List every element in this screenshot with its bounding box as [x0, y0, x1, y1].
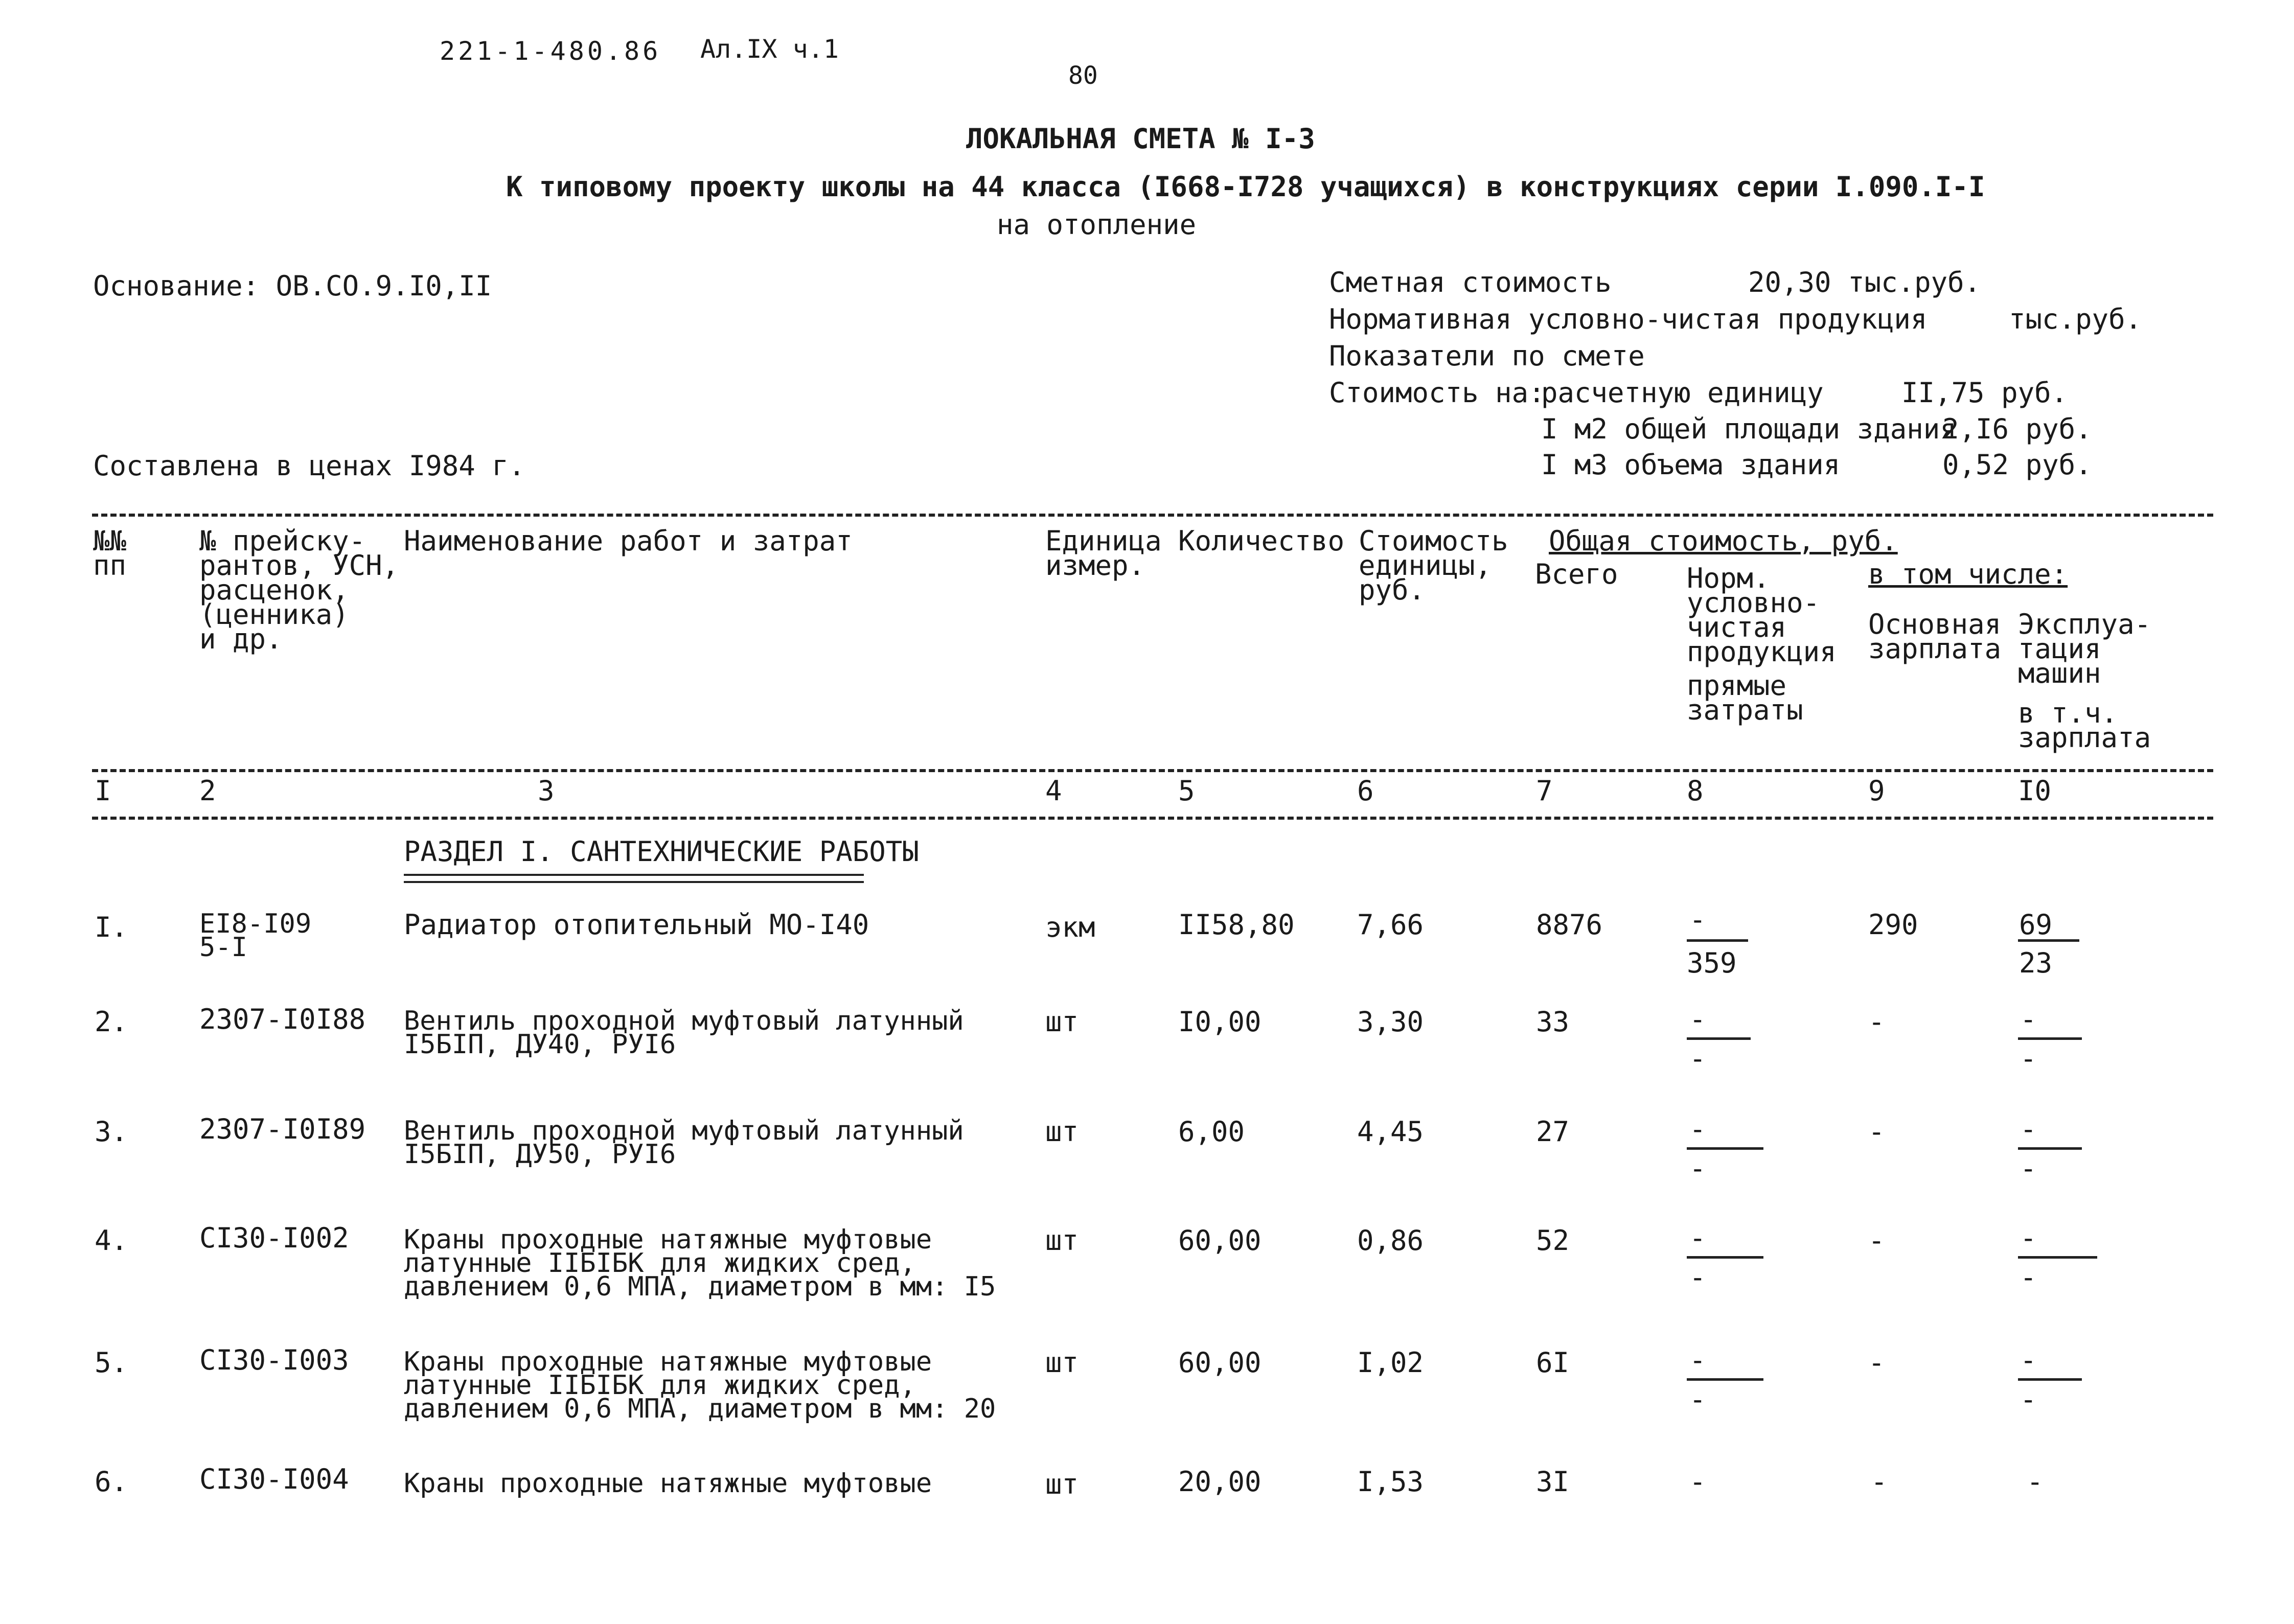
col-header-pricelist: № прейску- рантов, УСН, расценок, (ценника) и др.	[199, 525, 399, 655]
row-code: ЕI8-I09 5-I	[199, 909, 312, 963]
summary-m2-value: 2,I6 руб.	[1942, 413, 2092, 445]
row-norm-top: -	[1689, 1003, 1706, 1035]
col-number-3: 3	[538, 775, 555, 807]
row-unit: шт	[1045, 1116, 1079, 1148]
row-quantity: II58,80	[1178, 909, 1295, 941]
row-unit: шт	[1045, 1224, 1079, 1257]
row-number: 4.	[95, 1224, 128, 1257]
row-machines: -	[2027, 1466, 2044, 1498]
col-number-1: I	[95, 775, 111, 807]
row-machines-bottom: 23	[2019, 947, 2053, 979]
row-number: 6.	[95, 1466, 128, 1498]
col-header-base-salary: Основная зарплата	[1868, 608, 2002, 665]
fraction-line	[2018, 1256, 2097, 1259]
fraction-line	[1687, 1378, 1763, 1381]
summary-cost-value: 20,30 тыс.руб.	[1748, 266, 1981, 298]
row-machines-top: -	[2020, 1222, 2037, 1254]
col-header-direct-costs: прямые затраты	[1687, 669, 1803, 726]
row-unit: экм	[1045, 911, 1095, 943]
row-unit-price: 4,45	[1357, 1116, 1424, 1148]
row-quantity: 60,00	[1178, 1224, 1261, 1257]
row-total: 27	[1536, 1116, 1570, 1148]
row-total: 6I	[1536, 1347, 1570, 1379]
row-number: 5.	[95, 1347, 128, 1379]
row-quantity: 60,00	[1178, 1347, 1261, 1379]
row-norm-top: -	[1689, 1113, 1706, 1145]
row-code: 2307-I0I88	[199, 1003, 366, 1035]
row-unit: шт	[1045, 1468, 1079, 1500]
row-total: 8876	[1536, 909, 1603, 941]
row-number: 2.	[95, 1006, 128, 1038]
row-code: 2307-I0I89	[199, 1113, 366, 1145]
fraction-line	[2018, 1378, 2082, 1381]
row-salary: -	[1871, 1466, 1888, 1498]
row-machines-top: -	[2020, 1113, 2037, 1145]
col-header-number: №№ пп	[93, 525, 127, 582]
page-subtitle: К типовому проекту школы на 44 класса (I668-I728 учащихся) в конструкциях серии I.090.I-I	[506, 171, 1985, 203]
row-machines-bottom: -	[2020, 1042, 2037, 1075]
row-norm-top: -	[1689, 903, 1706, 936]
fraction-line	[2018, 1147, 2082, 1150]
col-header-unit: Единица измер.	[1045, 525, 1162, 582]
col-header-unit-cost: Стоимость единицы, руб.	[1359, 525, 1508, 606]
summary-unit-value: II,75 руб.	[1901, 377, 2068, 409]
col-number-10: I0	[2018, 775, 2052, 807]
row-quantity: 20,00	[1178, 1466, 1261, 1498]
row-norm-bottom: -	[1689, 1261, 1706, 1293]
summary-cost-per: Стоимость на:	[1329, 377, 1545, 409]
row-machines-top: -	[2020, 1344, 2037, 1376]
row-total: 33	[1536, 1006, 1570, 1038]
summary-m3-label: I м3 объема здания	[1541, 449, 1841, 481]
summary-m2-label: I м2 общей площади здания	[1541, 413, 1957, 445]
col-header-machines-salary: в т.ч. зарплата	[2018, 697, 2151, 754]
prices-text: Составлена в ценах I984 г.	[93, 450, 525, 482]
row-unit: шт	[1045, 1347, 1079, 1379]
row-unit-price: 0,86	[1357, 1224, 1424, 1257]
row-unit: шт	[1045, 1006, 1079, 1038]
summary-cost-label: Сметная стоимость	[1329, 266, 1612, 298]
fraction-line	[1687, 1256, 1763, 1259]
basis-text: Основание: ОВ.СО.9.I0,II	[93, 270, 492, 302]
row-code: СI30-I002	[199, 1222, 349, 1254]
col-number-6: 6	[1357, 775, 1374, 807]
row-name: Краны проходные натяжные муфтовые латунные IIБIБК для жидких сред, давлением 0,6 МПА, диаметром в мм: 20	[404, 1347, 996, 1424]
col-number-7: 7	[1536, 775, 1553, 807]
row-salary: -	[1868, 1006, 1885, 1038]
row-salary: 290	[1868, 909, 1918, 941]
fraction-line	[1687, 939, 1748, 942]
row-quantity: 6,00	[1178, 1116, 1245, 1148]
row-unit-price: 3,30	[1357, 1006, 1424, 1038]
row-norm: -	[1689, 1466, 1706, 1498]
document-code: 221-1-480.86	[440, 36, 661, 66]
row-number: I.	[95, 911, 128, 943]
col-number-8: 8	[1687, 775, 1704, 807]
row-total: 52	[1536, 1224, 1570, 1257]
row-name: Краны проходные натяжные муфтовые	[404, 1468, 932, 1499]
row-machines-bottom: -	[2020, 1383, 2037, 1416]
table-header-rule	[92, 769, 2213, 772]
row-unit-price: 7,66	[1357, 909, 1424, 941]
section-title: РАЗДЕЛ I. САНТЕХНИЧЕСКИЕ РАБОТЫ	[404, 836, 919, 868]
col-header-machines: Эксплуа- тация машин	[2018, 608, 2151, 689]
row-name: Вентиль проходной муфтовый латунный I5БIП, ДУ40, РУI6	[404, 1006, 964, 1060]
row-machines-top: 69	[2019, 909, 2053, 941]
row-norm-bottom: 359	[1687, 947, 1737, 979]
col-number-4: 4	[1045, 775, 1062, 807]
row-total: 3I	[1536, 1466, 1570, 1498]
album-number: Ал.IX ч.1	[700, 34, 839, 64]
summary-m3-value: 0,52 руб.	[1942, 449, 2092, 481]
col-header-total: Всего	[1535, 558, 1618, 590]
row-name: Вентиль проходной муфтовый латунный I5БIП, ДУ50, РУI6	[404, 1116, 964, 1170]
col-header-norm-product: Норм. условно- чистая продукция	[1687, 562, 1837, 668]
row-name: Радиатор отопительный МО-I40	[404, 909, 869, 941]
summary-norm-label: Нормативная условно-чистая продукция	[1329, 303, 1928, 335]
row-number: 3.	[95, 1116, 128, 1148]
table-top-rule	[92, 514, 2213, 517]
table-columns-rule	[92, 817, 2213, 820]
col-number-2: 2	[199, 775, 216, 807]
row-norm-top: -	[1689, 1344, 1706, 1376]
row-machines-bottom: -	[2020, 1152, 2037, 1185]
col-header-name: Наименование работ и затрат	[404, 525, 853, 557]
row-quantity: I0,00	[1178, 1006, 1261, 1038]
row-salary: -	[1868, 1116, 1885, 1148]
page-number: 80	[1068, 61, 1098, 90]
row-machines-bottom: -	[2020, 1261, 2037, 1293]
row-code: СI30-I004	[199, 1463, 349, 1495]
col-header-total-cost: Общая стоимость, руб.	[1549, 525, 1898, 557]
row-name: Краны проходные натяжные муфтовые латунные IIБIБК для жидких сред, давлением 0,6 МПА, диаметром в мм: I5	[404, 1224, 996, 1302]
row-unit-price: I,02	[1357, 1347, 1424, 1379]
col-number-5: 5	[1178, 775, 1195, 807]
col-number-9: 9	[1868, 775, 1885, 807]
col-header-including: в том числе:	[1868, 558, 2068, 590]
page-title: ЛОКАЛЬНАЯ СМЕТА № I-3	[966, 123, 1315, 155]
section-underline	[404, 874, 864, 883]
row-salary: -	[1868, 1347, 1885, 1379]
row-norm-bottom: -	[1689, 1152, 1706, 1185]
row-norm-bottom: -	[1689, 1383, 1706, 1416]
row-salary: -	[1868, 1224, 1885, 1257]
page-subtitle-2: на отопление	[997, 208, 1197, 241]
summary-unit-label: расчетную единицу	[1541, 377, 1824, 409]
col-header-quantity: Количество	[1178, 525, 1345, 557]
fraction-line	[1687, 1037, 1751, 1040]
summary-indicators: Показатели по смете	[1329, 340, 1645, 372]
row-norm-top: -	[1689, 1222, 1706, 1254]
row-code: СI30-I003	[199, 1344, 349, 1376]
row-norm-bottom: -	[1689, 1042, 1706, 1075]
row-machines-top: -	[2020, 1003, 2037, 1035]
summary-norm-value: тыс.руб.	[2009, 303, 2142, 335]
row-unit-price: I,53	[1357, 1466, 1424, 1498]
fraction-line	[1687, 1147, 1763, 1150]
fraction-line	[2018, 1037, 2082, 1040]
fraction-line	[2018, 939, 2079, 942]
